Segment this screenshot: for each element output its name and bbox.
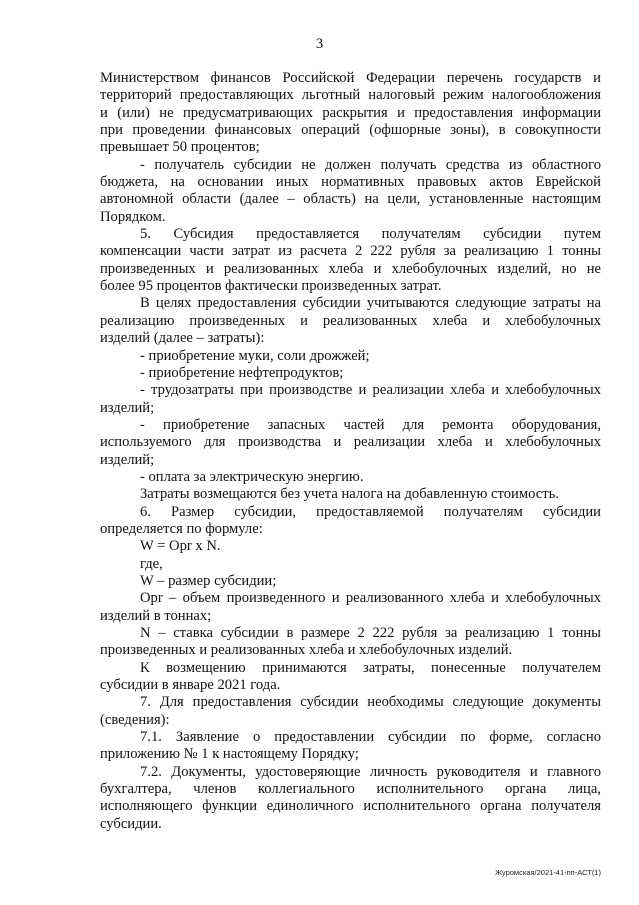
text-line: 7.2. Документы, удостоверяющие личность руководителя и главного [140, 763, 601, 780]
text-line: 7. Для предоставления субсидии необходимы следующие документы [140, 694, 601, 711]
text-line: - трудозатраты при производстве и реализации хлеба и хлебобулочных [140, 382, 601, 399]
text-line: исполняющего функции единоличного исполнительного органа получателя [100, 798, 601, 815]
text-line: автономной области (далее – область) на цели, установленные настоящим [100, 191, 601, 208]
text-line: бюджета, на основании иных нормативных правовых актов Еврейской [100, 174, 601, 191]
text-line: (сведения): [100, 711, 170, 728]
text-line: приложению № 1 к настоящему Порядку; [100, 746, 359, 763]
text-line: изделий в тоннах; [100, 607, 212, 624]
text-line: используемого для производства и реализации хлеба и хлебобулочных [100, 434, 601, 451]
text-line: изделий (далее – затраты): [100, 330, 265, 347]
text-line: W – размер субсидии; [140, 572, 277, 589]
text-line: произведенных и реализованных хлеба и хлебобулочных изделий, но не [100, 260, 601, 277]
text-line: произведенных и реализованных хлеба и хлебобулочных изделий. [100, 642, 513, 659]
page-number: 3 [315, 36, 324, 52]
text-line: бухгалтера, членов коллегиального исполнительного органа лица, [100, 781, 601, 798]
text-line: В целях предоставления субсидии учитываются следующие затраты на [140, 295, 601, 312]
text-line: и (или) не предусматривающих раскрытия и предоставления информации [100, 104, 601, 121]
text-line: - получатель субсидии не должен получать средства из областного [140, 156, 601, 173]
text-line: изделий; [100, 451, 155, 468]
text-line: 5. Субсидия предоставляется получателям субсидии путем [140, 226, 601, 243]
text-line: Затраты возмещаются без учета налога на добавленную стоимость. [140, 486, 559, 503]
text-line: Министерством финансов Российской Федерации перечень государств и [100, 70, 601, 86]
text-line: - оплата за электрическую энергию. [140, 468, 364, 485]
text-line: при проведении финансовых операций (офшорные зоны), в совокупности [100, 122, 601, 139]
text-line: N – ставка субсидии в размере 2 222 рубля за реализацию 1 тонны [140, 625, 601, 641]
text-line: 6. Размер субсидии, предоставляемой получателям субсидии [140, 503, 601, 520]
text-line: - приобретение нефтепродуктов; [140, 364, 344, 381]
text-line: - приобретение муки, соли дрожжей; [140, 347, 370, 364]
text-line: 7.1. Заявление о предоставлении субсидии по форме, согласно [140, 729, 601, 746]
text-line: Opr – объем произведенного и реализованного хлеба и хлебобулочных [140, 590, 601, 607]
text-line: субсидии. [100, 815, 162, 832]
document-body [100, 70, 601, 833]
text-line: где, [140, 555, 163, 572]
text-line: - приобретение запасных частей для ремонта оборудования, [140, 416, 601, 433]
text-line: изделий; [100, 399, 155, 416]
text-line: W = Opr x N. [140, 538, 221, 555]
text-line: субсидии в январе 2021 года. [100, 677, 281, 694]
text-line: Порядком. [100, 208, 166, 225]
text-line: превышает 50 процентов; [100, 139, 260, 156]
text-line: компенсации части затрат из расчета 2 222 рубля за реализацию 1 тонны [100, 243, 601, 260]
text-line: более 95 процентов фактически произведенных затрат. [100, 278, 442, 295]
text-line: К возмещению принимаются затраты, понесенные получателем [140, 659, 601, 676]
text-line: территорий предоставляющих льготный налоговый режим налогообложения [100, 87, 601, 104]
footer-document-id: Журомская/2021-41-пп-АСТ(1) [495, 868, 601, 877]
text-line: реализацию произведенных и реализованных хлеба и хлебобулочных [100, 312, 601, 329]
text-line: определяется по формуле: [100, 520, 263, 537]
